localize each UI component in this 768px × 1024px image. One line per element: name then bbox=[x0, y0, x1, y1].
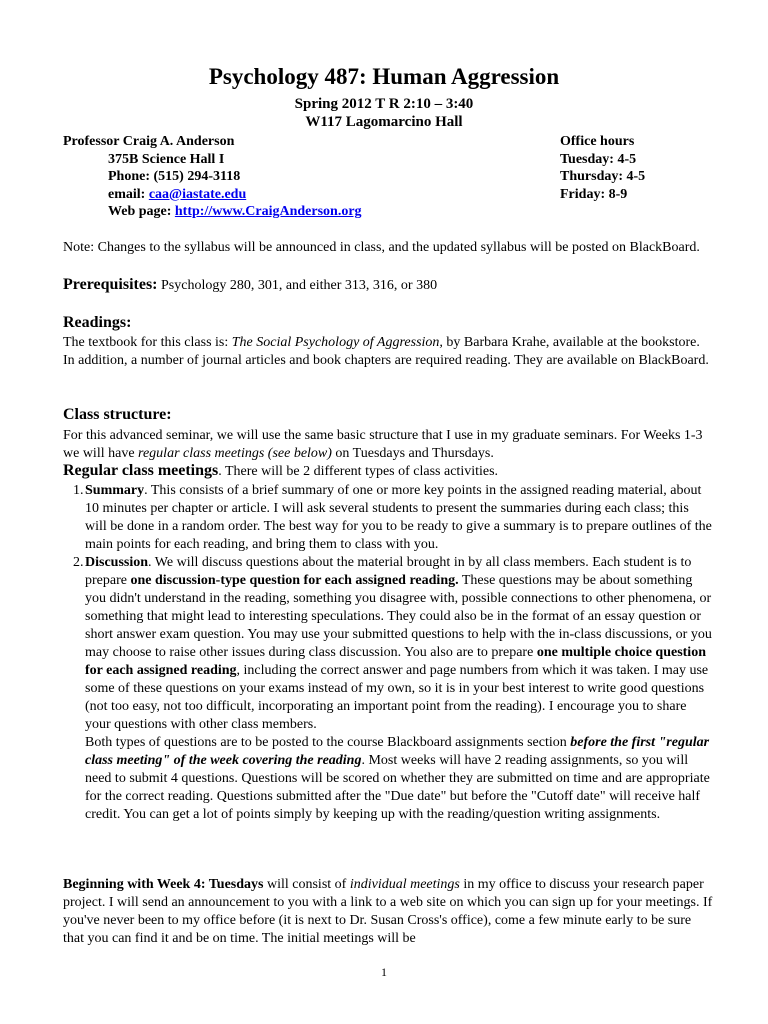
syllabus-note: Note: Changes to the syllabus will be announced in class, and the updated syllabus will be posted on BlackBoard. bbox=[63, 240, 700, 255]
list-item-discussion bbox=[63, 554, 713, 734]
web-label: Web page: bbox=[108, 204, 175, 219]
prerequisites bbox=[63, 276, 713, 295]
list-number: 1. bbox=[73, 483, 84, 498]
professor-phone: Phone: (515) 294-3118 bbox=[108, 169, 241, 184]
list-item-summary bbox=[63, 482, 713, 554]
readings-text-1: The textbook for this class is: bbox=[63, 335, 232, 350]
professor-email-line bbox=[63, 186, 362, 204]
email-label: email: bbox=[108, 186, 149, 202]
textbook-title: The Social Psychology of Aggression, bbox=[231, 335, 443, 350]
week4-text-b: in my office to discuss your research paper project. I will send an announcement to you with a link to a web site on which you can sign up for your meetings. If you've never been to my office before (it is next to Dr. Susan Cross's office), come a few minute early to be sure that you can find it and be on time. The initial meetings will be bbox=[63, 877, 713, 946]
discussion-text-d: one multiple choice question for each assigned reading bbox=[85, 645, 706, 678]
course-term: Spring 2012 T R 2:10 – 3:40 bbox=[294, 96, 474, 112]
week4-text-a: will consist of bbox=[263, 877, 350, 892]
week4-label: Beginning with Week 4: Tuesdays bbox=[63, 877, 264, 892]
readings-text-2: by Barbara Krahe, available at the bookstore. In addition, a number of journal articles and book chapters are required reading. They are available on BlackBoard. bbox=[63, 335, 709, 368]
posting-instructions bbox=[63, 734, 713, 824]
discussion-text-b: one discussion-type question for each assigned reading. bbox=[130, 573, 459, 588]
posting-deadline: before the first "regular class meeting" of the week covering the reading bbox=[85, 735, 710, 768]
week4-italic: individual meetings bbox=[349, 877, 460, 892]
prerequisites-label: Prerequisites: bbox=[63, 276, 158, 293]
course-title: Psychology 487: Human Aggression bbox=[208, 64, 560, 89]
discussion-text-e: , including the correct answer and page numbers from which it was taken. I may use some of these questions on your exams instead of my own, so it is in your best interest to write good questions (not too easy, not too difficult, incorporating an important point from the reading). I encourage you to share your questions with other class members. bbox=[85, 663, 709, 732]
professor-name: Professor Craig A. Anderson bbox=[63, 134, 235, 149]
professor-web-line bbox=[63, 203, 362, 221]
office-hours-block bbox=[560, 133, 645, 203]
regular-meetings-line bbox=[63, 462, 713, 481]
regular-meetings-text: . There will be 2 different types of class activities. bbox=[218, 464, 499, 479]
class-structure-text-1: For this advanced seminar, we will use the same basic structure that I use in my graduate seminars. For Weeks 1-3 we will have bbox=[63, 428, 703, 461]
readings-text bbox=[63, 334, 713, 370]
web-link[interactable]: http://www.CraigAnderson.org bbox=[174, 204, 362, 219]
summary-label: Summary bbox=[85, 483, 145, 498]
class-structure-text-2: on Tuesdays and Thursdays. bbox=[331, 446, 494, 461]
activity-list bbox=[63, 482, 713, 824]
posting-text-a: Both types of questions are to be posted to the course Blackboard assignments section bbox=[85, 735, 571, 750]
week4-paragraph bbox=[63, 876, 713, 948]
page-number: 1 bbox=[381, 965, 387, 979]
class-structure-text bbox=[63, 427, 713, 463]
class-structure-heading: Class structure: bbox=[63, 406, 172, 423]
summary-text: . This consists of a brief summary of one or more key points in the assigned reading material, about 10 minutes per chapter or article. I will ask several students to present the summaries during each class; this will be done in a random order. The best way for you to be ready to give a summary is to prepare outlines of the main points for each reading, and bring them to class with you. bbox=[85, 483, 712, 552]
posting-text-c: . Most weeks will have 2 reading assignments, so you will need to submit 4 questions. Questions will be scored on whether they are submitted on time and are appropriate for the correct reading. Questions submitted after the "Due date" but before the "Cutoff date" will receive half credit. You can get a lot of points simply by keeping up with the reading/question writing assignments. bbox=[85, 753, 710, 822]
office-hours-title: Office hours bbox=[560, 134, 635, 149]
professor-office: 375B Science Hall I bbox=[108, 151, 225, 167]
discussion-text-c: These questions may be about something you didn't understand in the reading, something you disagree with, possible connections to other phenomena, or something that might lead to interesting speculations. They could also be in the format of an essay question or short answer exam question. You may use your submitted questions to help with the in-class discussions, or you may choose to raise other issues during class discussion. You also are to prepare bbox=[85, 573, 712, 660]
office-hours-item: Friday: 8-9 bbox=[560, 186, 628, 202]
list-number: 2. bbox=[73, 555, 84, 570]
prerequisites-text: Psychology 280, 301, and either 313, 316, or 380 bbox=[157, 278, 438, 293]
office-hours-item: Thursday: 4-5 bbox=[560, 169, 646, 184]
course-location: W117 Lagomarcino Hall bbox=[305, 114, 463, 130]
discussion-label: Discussion bbox=[85, 555, 149, 570]
professor-block bbox=[63, 133, 362, 221]
regular-meetings-label: Regular class meetings bbox=[63, 462, 219, 479]
email-link[interactable]: caa@iastate.edu bbox=[148, 186, 247, 202]
class-structure-italic: regular class meetings (see below) bbox=[138, 446, 332, 461]
office-hours-item: Tuesday: 4-5 bbox=[560, 151, 637, 167]
readings-heading: Readings: bbox=[63, 314, 132, 331]
discussion-text-a: . We will discuss questions about the material brought in by all class members. Each student is to prepare bbox=[85, 555, 692, 588]
